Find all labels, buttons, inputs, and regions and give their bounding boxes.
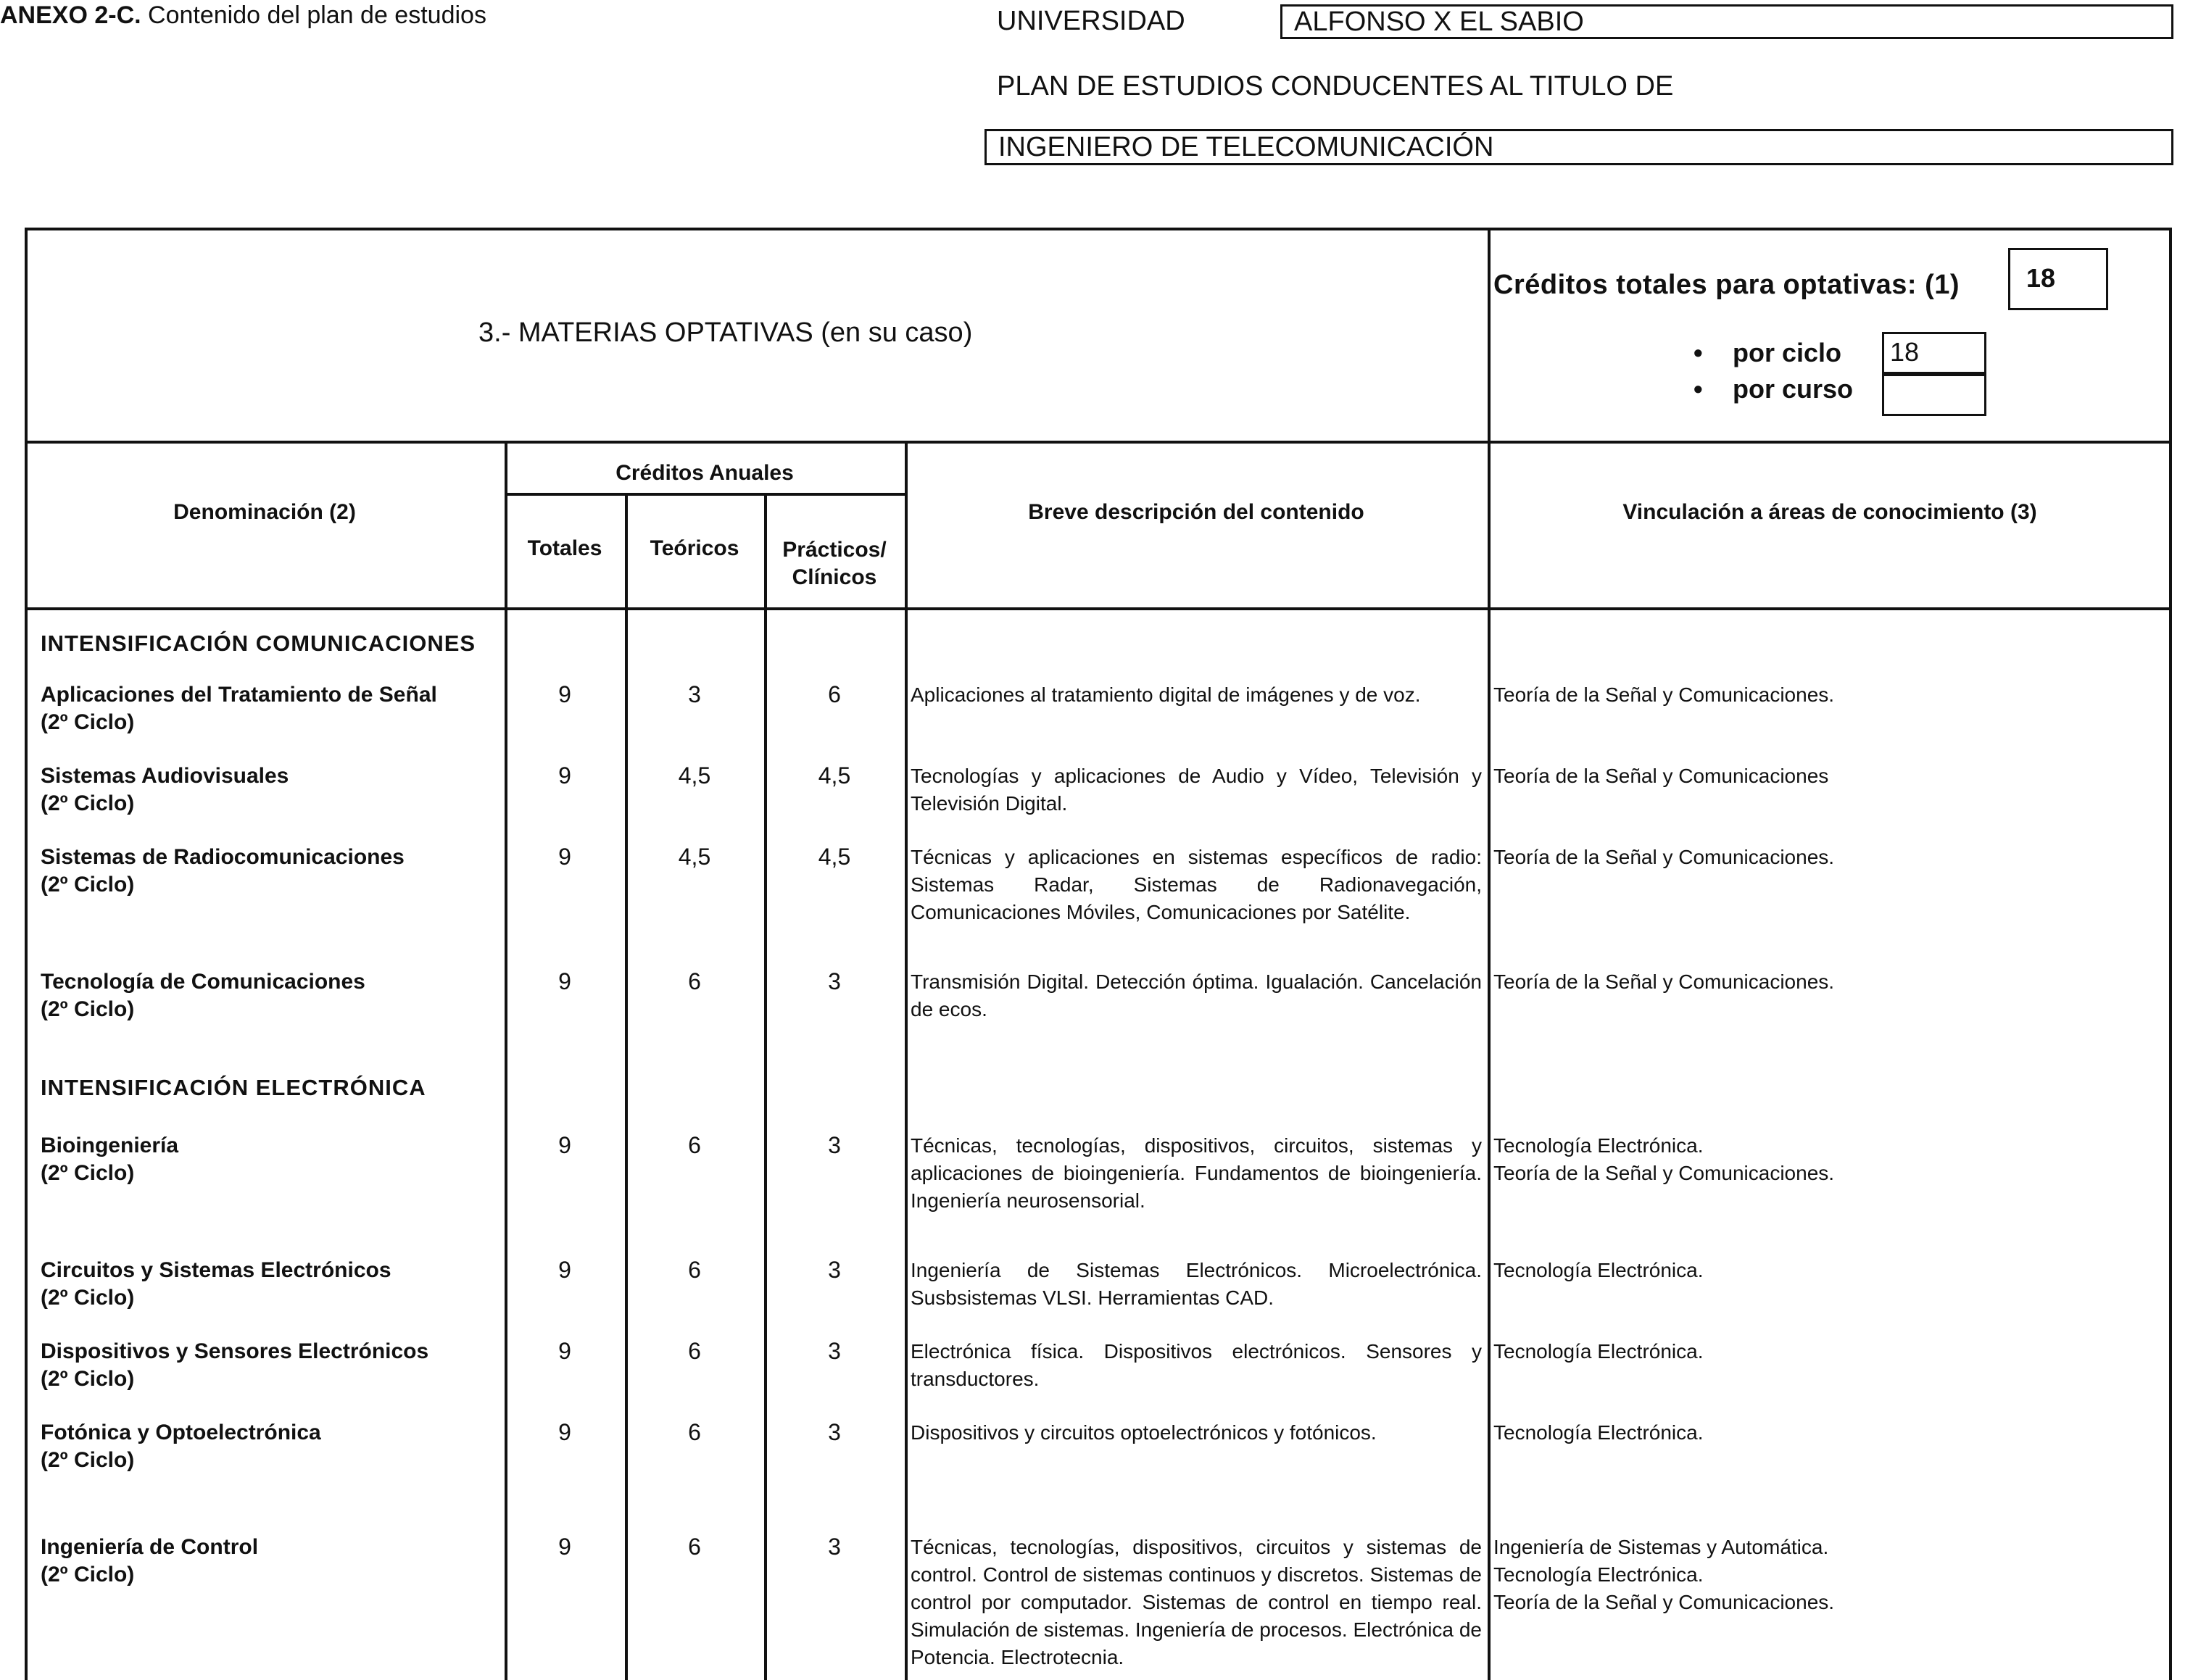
credits-practicos: 4,5 (818, 762, 851, 789)
credits-practicos: 4,5 (818, 844, 851, 870)
subject-description: Dispositivos y circuitos optoelectrónicos y fotónicos. (911, 1421, 1377, 1444)
credits-teoricos: 6 (688, 1257, 701, 1283)
subject-name: Circuitos y Sistemas Electrónicos (41, 1258, 391, 1282)
subject-name: Ingeniería de Control (41, 1535, 259, 1559)
table-divider (25, 607, 2172, 610)
subject-name: Bioingeniería (41, 1134, 179, 1157)
credits-teoricos: 4,5 (678, 844, 711, 870)
credits-practicos: 3 (828, 1338, 841, 1364)
subject-cycle: (2º Ciclo) (41, 791, 135, 815)
degree-field: INGENIERO DE TELECOMUNICACIÓN (984, 129, 2173, 165)
table-divider (505, 441, 507, 1680)
university-label: UNIVERSIDAD (997, 6, 1185, 36)
knowledge-area: Tecnología Electrónica. (1493, 1259, 1704, 1281)
credits-teoricos: 6 (688, 1338, 701, 1364)
credits-totales: 9 (558, 1338, 571, 1364)
col-vinculacion: Vinculación a áreas de conocimiento (3) (1622, 500, 2037, 524)
subject-name: Sistemas Audiovisuales (41, 764, 289, 788)
subject-name: Tecnología de Comunicaciones (41, 970, 365, 994)
subject-cycle: (2º Ciclo) (41, 1161, 135, 1185)
col-practicos: Prácticos/ Clínicos (782, 538, 887, 589)
bullet-icon: • (1694, 338, 1703, 367)
group-title: INTENSIFICACIÓN ELECTRÓNICA (41, 1075, 426, 1100)
table-divider (764, 493, 767, 1680)
credits-totales: 9 (558, 1534, 571, 1560)
credits-totales: 9 (558, 762, 571, 789)
col-totales: Totales (527, 536, 602, 560)
por-curso-label: por curso (1733, 374, 1854, 404)
section-title: 3.- MATERIAS OPTATIVAS (en su caso) (478, 317, 973, 348)
annex-title (0, 1, 486, 30)
annex-description: Contenido del plan de estudios (141, 1, 486, 29)
university-name-field: ALFONSO X EL SABIO (1280, 4, 2173, 39)
table-divider (505, 493, 905, 496)
subject-description: Tecnologías y aplicaciones de Audio y Vídeo, Televisión y Televisión Digital. (911, 765, 1482, 815)
col-descripcion: Breve descripción del contenido (1028, 500, 1364, 524)
subject-cycle: (2º Ciclo) (41, 1286, 135, 1310)
subject-description: Aplicaciones al tratamiento digital de imágenes y de voz. (911, 683, 1421, 706)
knowledge-area: Tecnología Electrónica. Teoría de la Señal y Comunicaciones. (1493, 1134, 1835, 1184)
credits-teoricos: 6 (688, 1419, 701, 1445)
table-divider (905, 441, 908, 1680)
credits-teoricos: 6 (688, 1132, 701, 1158)
subject-description: Electrónica física. Dispositivos electrónicos. Sensores y transductores. (911, 1340, 1482, 1390)
knowledge-area: Ingeniería de Sistemas y Automática. Tecnología Electrónica. Teoría de la Señal y Comunicaciones. (1493, 1536, 1835, 1613)
credits-teoricos: 6 (688, 968, 701, 994)
por-ciclo-label: por ciclo (1733, 338, 1842, 367)
por-ciclo-value: 18 (1882, 332, 1986, 374)
table-divider (1488, 228, 1491, 1680)
table-divider (25, 441, 2172, 444)
credits-totales: 9 (558, 844, 571, 870)
subject-name: Sistemas de Radiocomunicaciones (41, 845, 405, 869)
subject-name: Dispositivos y Sensores Electrónicos (41, 1339, 429, 1363)
knowledge-area: Teoría de la Señal y Comunicaciones. (1493, 683, 1835, 706)
optional-credits-label: Créditos totales para optativas: (1) (1493, 270, 1960, 300)
table-divider (625, 493, 628, 1680)
col-denominacion: Denominación (2) (173, 500, 356, 524)
knowledge-area: Teoría de la Señal y Comunicaciones. (1493, 846, 1835, 868)
credits-totales: 9 (558, 1419, 571, 1445)
credits-teoricos: 6 (688, 1534, 701, 1560)
knowledge-area: Tecnología Electrónica. (1493, 1340, 1704, 1363)
credits-totales: 9 (558, 1257, 571, 1283)
subject-description: Técnicas, tecnologías, dispositivos, circuitos, sistemas y aplicaciones de bioingeniería. Fundamentos de bioingeniería. Ingeniería neurosensorial. (911, 1134, 1482, 1212)
plan-label: PLAN DE ESTUDIOS CONDUCENTES AL TITULO DE (997, 71, 1674, 101)
subject-description: Transmisión Digital. Detección óptima. Igualación. Cancelación de ecos. (911, 970, 1482, 1020)
subject-cycle: (2º Ciclo) (41, 1448, 135, 1472)
subject-name: Fotónica y Optoelectrónica (41, 1421, 321, 1444)
subject-description: Ingeniería de Sistemas Electrónicos. Microelectrónica. Susbsistemas VLSI. Herramientas CAD. (911, 1259, 1482, 1309)
credits-teoricos: 4,5 (678, 762, 711, 789)
credits-totales: 9 (558, 1132, 571, 1158)
annex-label: ANEXO 2-C. (0, 1, 141, 29)
col-creditos-anuales: Créditos Anuales (615, 461, 794, 485)
subject-cycle: (2º Ciclo) (41, 1563, 135, 1587)
credits-totales: 9 (558, 681, 571, 707)
credits-practicos: 3 (828, 1419, 841, 1445)
knowledge-area: Teoría de la Señal y Comunicaciones (1493, 765, 1829, 787)
credits-teoricos: 3 (688, 681, 701, 707)
credits-practicos: 3 (828, 1257, 841, 1283)
credits-totales: 9 (558, 968, 571, 994)
subject-name: Aplicaciones del Tratamiento de Señal (41, 683, 437, 707)
optional-subjects-table (25, 228, 2172, 1680)
subject-cycle: (2º Ciclo) (41, 710, 135, 734)
por-curso-value (1882, 374, 1986, 416)
subject-cycle: (2º Ciclo) (41, 873, 135, 897)
col-teoricos: Teóricos (650, 536, 739, 560)
knowledge-area: Teoría de la Señal y Comunicaciones. (1493, 970, 1835, 993)
credits-practicos: 3 (828, 968, 841, 994)
subject-description: Técnicas, tecnologías, dispositivos, circuitos y sistemas de control. Control de sistemas continuos y discretos. Sistemas de control por computador. Sistemas de control en tiempo real. Simulación de sistemas. Ingeniería de procesos. Electrónica de Potencia. Electrotecnia. (911, 1536, 1482, 1668)
knowledge-area: Tecnología Electrónica. (1493, 1421, 1704, 1444)
group-title: INTENSIFICACIÓN COMUNICACIONES (41, 631, 476, 656)
credits-practicos: 3 (828, 1534, 841, 1560)
credits-practicos: 6 (828, 681, 841, 707)
credits-practicos: 3 (828, 1132, 841, 1158)
bullet-icon: • (1694, 374, 1703, 404)
optional-credits-total: 18 (2008, 248, 2108, 310)
subject-cycle: (2º Ciclo) (41, 997, 135, 1021)
subject-cycle: (2º Ciclo) (41, 1367, 135, 1391)
subject-description: Técnicas y aplicaciones en sistemas específicos de radio: Sistemas Radar, Sistemas de Radionavegación, Comunicaciones Móviles, Comunicaciones por Satélite. (911, 846, 1482, 923)
